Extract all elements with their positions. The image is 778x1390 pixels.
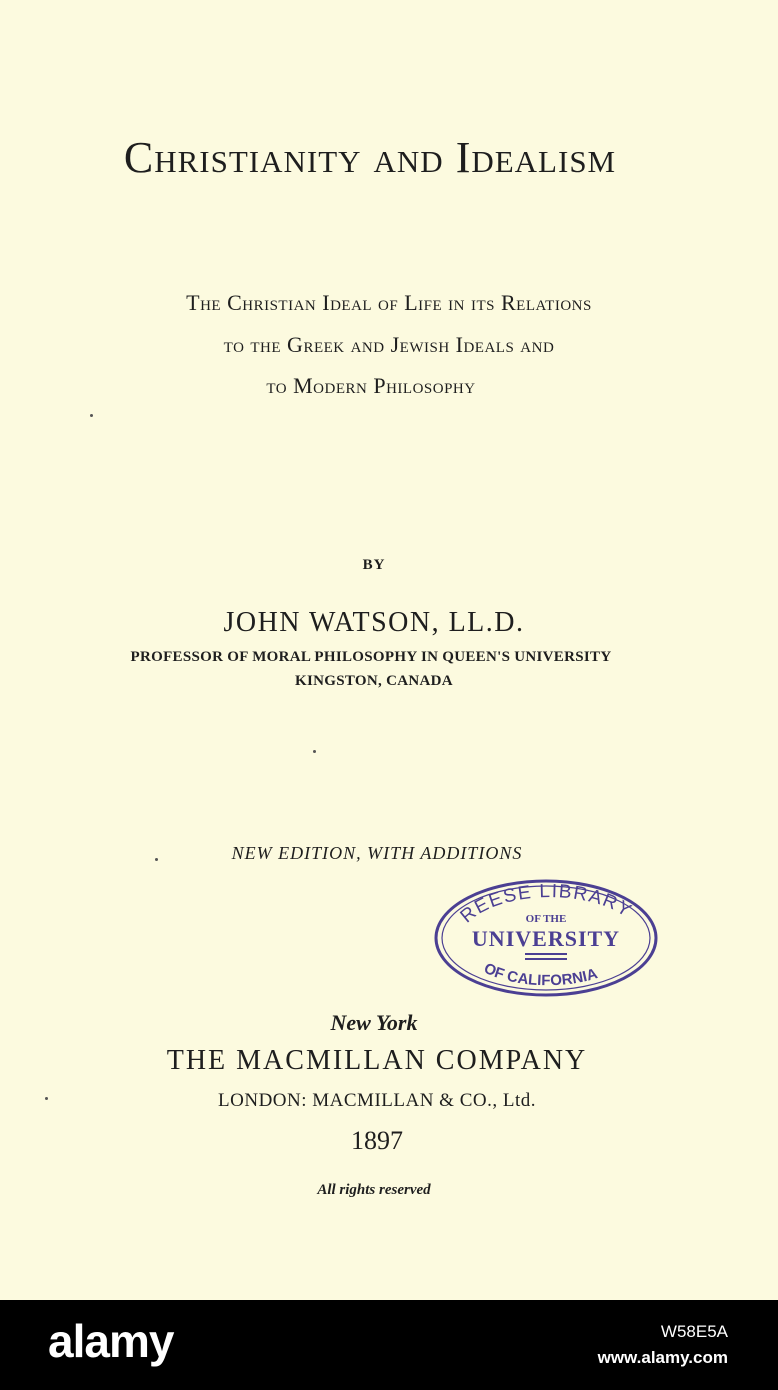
publication-year: 1897 [351, 1126, 403, 1155]
rights-notice: All rights reserved [317, 1182, 431, 1198]
author-name: JOHN WATSON, LL.D. [223, 607, 525, 638]
author-position: PROFESSOR OF MORAL PHILOSOPHY IN QUEEN'S UNIVERSITY [130, 649, 612, 665]
site-url: www.alamy.com [597, 1348, 728, 1367]
paper-speck [313, 750, 316, 753]
stamp-top-text: REESE LIBRARY [456, 881, 636, 928]
publisher-name: THE MACMILLAN COMPANY [166, 1045, 588, 1076]
stamp-of-the: OF THE [525, 913, 567, 925]
library-stamp [433, 878, 659, 998]
subtitle-line-1: The Christian Ideal of Life in its Relations [186, 290, 592, 315]
author-location: KINGSTON, CANADA [295, 673, 453, 689]
publisher-office: LONDON: MACMILLAN & CO., Ltd. [218, 1090, 536, 1111]
by-label: BY [362, 557, 386, 573]
paper-speck [155, 858, 158, 861]
paper-speck [45, 1097, 48, 1100]
subtitle-line-2: to the Greek and Jewish Ideals and [223, 332, 555, 357]
image-id: W58E5A [660, 1322, 728, 1341]
stamp-university: UNIVERSITY [471, 926, 621, 951]
stamp-bottom-text: OF CALIFORNIA [481, 959, 600, 990]
subtitle-line-3: to Modern Philosophy [266, 373, 476, 398]
edition-note: NEW EDITION, WITH ADDITIONS [231, 843, 523, 863]
book-title: Christianity and Idealism [123, 133, 617, 182]
brand-logo: alamy [48, 1315, 174, 1367]
publisher-city: New York [330, 1010, 418, 1035]
paper-speck [90, 414, 93, 417]
watermark-footer [0, 1300, 778, 1390]
